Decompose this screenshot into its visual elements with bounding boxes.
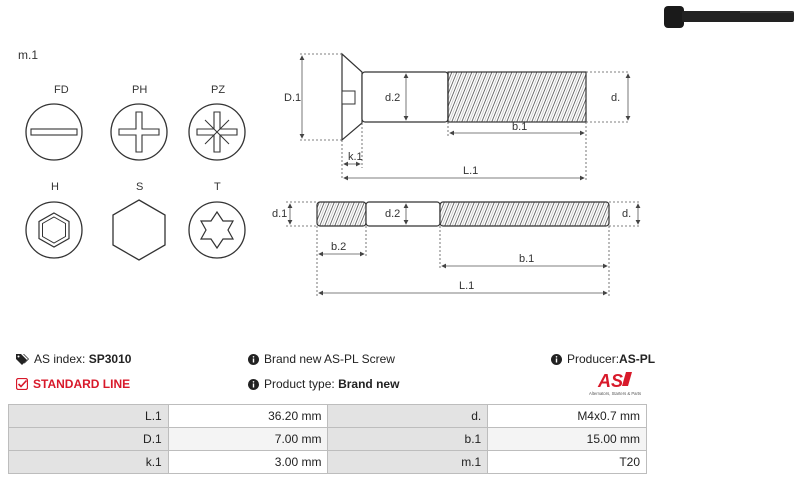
as-index — [16, 352, 131, 366]
producer-value: AS-PL — [619, 352, 656, 366]
spec-value: 15.00 mm — [488, 428, 647, 451]
as-pl-logo — [588, 368, 650, 398]
table-row — [9, 405, 647, 428]
drive-hex-socket-icon — [26, 181, 82, 258]
product-type-value: Brand new — [338, 377, 400, 391]
drive-label-t: T — [214, 181, 221, 193]
as-index-label: AS index: — [34, 352, 86, 366]
drive-hex-head-icon — [113, 181, 165, 260]
dim-label-d1-bottom: d.1 — [272, 208, 288, 220]
spec-value: 7.00 mm — [168, 428, 328, 451]
drive-label-ph: PH — [132, 84, 148, 96]
table-row — [9, 428, 647, 451]
dim-label-d-bottom: d. — [622, 208, 632, 220]
standard-line-badge — [16, 377, 130, 391]
product-type-label: Product type: — [264, 377, 335, 391]
spec-key: k.1 — [9, 451, 169, 474]
drive-label-h: H — [51, 181, 59, 193]
info-icon — [248, 354, 259, 365]
checkbox-checked-icon — [16, 378, 28, 390]
spec-key: b.1 — [328, 428, 488, 451]
logo-tagline: Alternators, Starters & Parts — [589, 391, 642, 396]
drive-label-pz: PZ — [211, 84, 226, 96]
as-index-value: SP3010 — [88, 352, 132, 366]
drive-slotted-icon — [26, 84, 82, 160]
product-type — [248, 377, 399, 391]
svg-text:AS: AS — [598, 371, 624, 391]
drive-group-label: m.1 — [18, 48, 39, 62]
table-row — [9, 451, 647, 474]
countersunk-screw-drawing — [342, 54, 586, 140]
producer — [551, 352, 655, 366]
dim-label-d-top: d. — [611, 92, 621, 104]
spec-value: T20 — [488, 451, 647, 474]
spec-key: m.1 — [328, 451, 488, 474]
product-thumbnail — [664, 6, 794, 28]
dim-label-L1-bottom: L.1 — [459, 280, 475, 292]
spec-key: L.1 — [9, 405, 169, 428]
dim-label-d2-top: d.2 — [385, 92, 401, 104]
drive-pozidriv-icon — [189, 84, 245, 160]
info-icon — [551, 354, 562, 365]
spec-key: D.1 — [9, 428, 169, 451]
description-text: Brand new AS-PL Screw — [264, 352, 395, 366]
standard-line-text: STANDARD LINE — [33, 377, 131, 391]
drive-label-s: S — [136, 181, 144, 193]
product-description — [248, 352, 395, 366]
double-thread-stud-drawing — [317, 202, 609, 226]
producer-label: Producer: — [567, 352, 620, 366]
dim-label-b1-bottom: b.1 — [519, 253, 535, 265]
dim-label-b2-bottom: b.2 — [331, 241, 347, 253]
info-icon — [248, 379, 259, 390]
drive-torx-icon — [189, 181, 245, 258]
spec-value: M4x0.7 mm — [488, 405, 647, 428]
tags-icon — [16, 353, 29, 365]
spec-key: d. — [328, 405, 488, 428]
drive-phillips-icon — [111, 84, 167, 160]
dim-label-D1: D.1 — [284, 92, 302, 104]
dim-label-L1-top: L.1 — [463, 165, 479, 177]
spec-table — [8, 404, 647, 474]
spec-value: 36.20 mm — [168, 405, 328, 428]
dim-label-k1: k.1 — [348, 151, 363, 163]
dim-label-b1-top: b.1 — [512, 121, 528, 133]
drive-label-fd: FD — [54, 84, 69, 96]
dim-label-d2-bottom: d.2 — [385, 208, 401, 220]
spec-value: 3.00 mm — [168, 451, 328, 474]
